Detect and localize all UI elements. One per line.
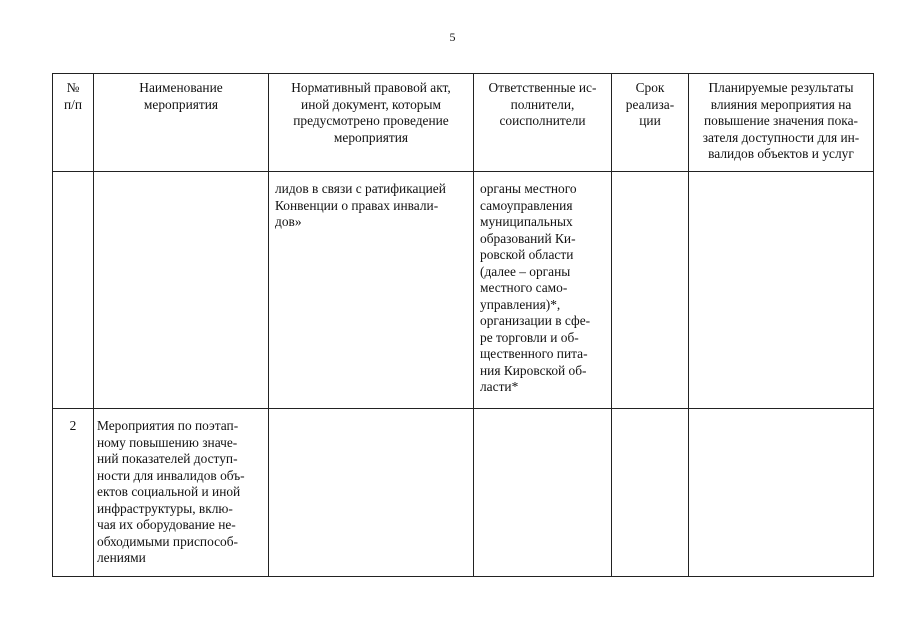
legal-act-cell xyxy=(269,172,474,409)
results-cell xyxy=(689,172,874,409)
legal-act-cell xyxy=(269,409,474,577)
header-number-text: № п/п xyxy=(63,80,83,112)
header-term xyxy=(612,74,689,172)
header-executors-text: Ответственные ис- полнители, соисполнители xyxy=(488,80,597,128)
executors-cell xyxy=(474,409,612,577)
measure-name: Мероприятия по поэтап- ному повышению значе- ний показателей доступ- ности для инвалидов объ- ектов социальной и иной инфраструктуры, вклю- чая их оборудование не- обходимыми приспособ- лениями xyxy=(97,418,245,565)
page-number: 5 xyxy=(449,30,456,44)
table-row xyxy=(53,409,874,577)
executors-cell xyxy=(474,172,612,409)
header-term-text: Срок реализа- ции xyxy=(625,80,675,128)
measure-name-cell xyxy=(94,172,269,409)
header-legal-act xyxy=(269,74,474,172)
results-cell xyxy=(689,409,874,577)
header-executors xyxy=(474,74,612,172)
table-row xyxy=(53,172,874,409)
row-number-cell xyxy=(53,172,94,409)
header-measure-name xyxy=(94,74,269,172)
header-number xyxy=(53,74,94,172)
header-measure-name-text: Наименование мероприятия xyxy=(139,80,223,112)
term-cell xyxy=(612,409,689,577)
measures-table xyxy=(52,73,874,577)
legal-act: лидов в связи с ратификацией Конвенции о правах инвали- дов» xyxy=(275,181,446,229)
row-number: 2 xyxy=(69,418,77,433)
row-number-cell xyxy=(53,409,94,577)
table-header-row xyxy=(53,74,874,172)
executors: органы местного самоуправления муниципальных образований Ки- ровской области (далее – органы местного само- управления)*, организации в сфе- ре торговли и об- щественного пита- ния Кировской об- ласти* xyxy=(480,181,591,394)
header-results xyxy=(689,74,874,172)
measure-name-cell xyxy=(94,409,269,577)
header-results-text: Планируемые результаты влияния мероприятия на повышение значения пока- зателя доступности для ин- валидов объектов и услуг xyxy=(702,80,860,161)
term-cell xyxy=(612,172,689,409)
header-legal-act-text: Нормативный правовой акт, иной документ, которым предусмотрено проведение мероприятия xyxy=(291,80,451,145)
